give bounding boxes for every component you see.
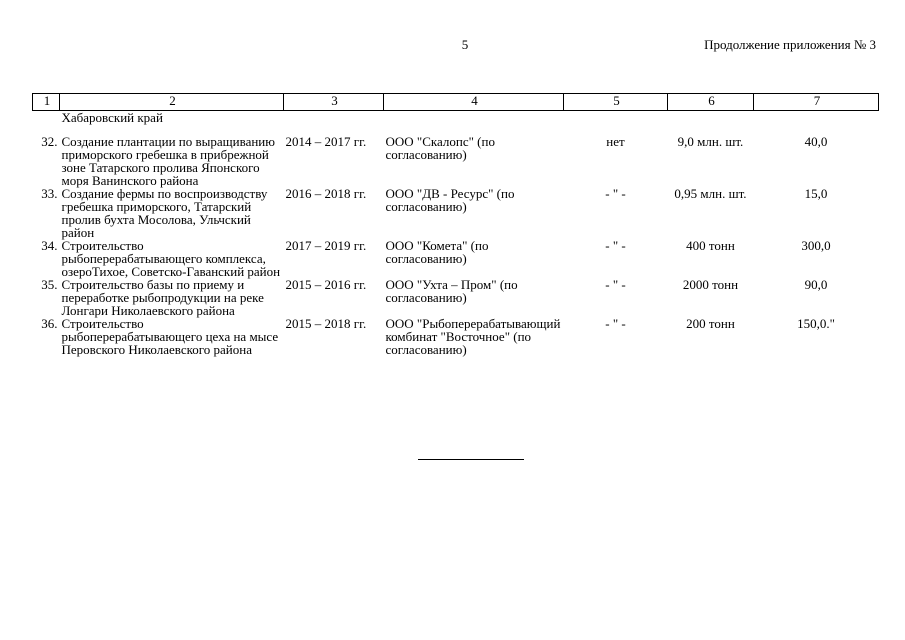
header-cell: 5 [564, 94, 668, 111]
table-row [33, 239, 879, 278]
row-number: 35. [41, 277, 58, 292]
project-organization: ООО "Комета" (по согласованию) [385, 238, 489, 266]
header-cell: 2 [60, 94, 284, 111]
amount-value: 300,0 [801, 238, 831, 253]
project-period: 2017 – 2019 гг. [285, 238, 367, 253]
column-number-header [33, 94, 879, 111]
header-cell: 3 [284, 94, 384, 111]
project-name: Создание плантации по выращиванию приморского гребешка в прибрежной зоне Татарского пролива Японского моря Ванинского района [61, 134, 275, 188]
amount-value: 40,0 [804, 134, 828, 149]
project-period: 2015 – 2016 гг. [285, 277, 367, 292]
page-number: 5 [461, 37, 469, 52]
project-organization: ООО "ДВ - Ресурс" (по согласованию) [385, 186, 515, 214]
project-organization: ООО "Рыбоперерабатывающий комбинат "Восточное" (по согласованию) [385, 316, 561, 357]
amount-value: 150,0." [797, 316, 835, 331]
appendix-table [32, 93, 879, 356]
row-number: 34. [41, 238, 58, 253]
project-name: Строительство рыбоперерабатывающего комплекса, озероТихое, Советско-Гаванский район [61, 238, 281, 279]
region-row [33, 111, 879, 136]
column-5-value: - " - [605, 186, 626, 201]
header-cell: 4 [384, 94, 564, 111]
table-row [33, 317, 879, 356]
project-period: 2016 – 2018 гг. [285, 186, 367, 201]
capacity-value: 200 тонн [686, 316, 735, 331]
header-cell: 6 [668, 94, 754, 111]
header-cell: 1 [33, 94, 60, 111]
column-5-value: - " - [605, 316, 626, 331]
project-name: Строительство базы по приему и переработке рыбопродукции на реке Лонгари Николаевского района [61, 277, 264, 318]
project-period: 2014 – 2017 гг. [285, 134, 367, 149]
table-row [33, 187, 879, 239]
capacity-value: 0,95 млн. шт. [674, 186, 747, 201]
column-5-value: нет [606, 134, 625, 149]
project-name: Строительство рыбоперерабатывающего цеха на мысе Перовского Николаевского района [61, 316, 279, 357]
column-5-value: - " - [605, 238, 626, 253]
capacity-value: 2000 тонн [682, 277, 739, 292]
capacity-value: 9,0 млн. шт. [677, 134, 744, 149]
appendix-continuation-note: Продолжение приложения № 3 [704, 37, 876, 52]
amount-value: 90,0 [804, 277, 828, 292]
amount-value: 15,0 [804, 186, 828, 201]
header-cell: 7 [754, 94, 879, 111]
row-number: 32. [41, 134, 58, 149]
project-name: Создание фермы по воспроизводству гребешка приморского, Татарский пролив бухта Мосолова, Ульчский район [61, 186, 268, 240]
project-period: 2015 – 2018 гг. [285, 316, 367, 331]
table-row [33, 278, 879, 317]
project-organization: ООО "Ухта – Пром" (по согласованию) [385, 277, 518, 305]
end-divider-line [418, 459, 524, 460]
column-5-value: - " - [605, 277, 626, 292]
project-organization: ООО "Скалопс" (по согласованию) [385, 134, 495, 162]
table-row [33, 135, 879, 187]
capacity-value: 400 тонн [686, 238, 735, 253]
region-name: Хабаровский край [61, 110, 163, 125]
row-number: 36. [41, 316, 58, 331]
row-number: 33. [41, 186, 58, 201]
